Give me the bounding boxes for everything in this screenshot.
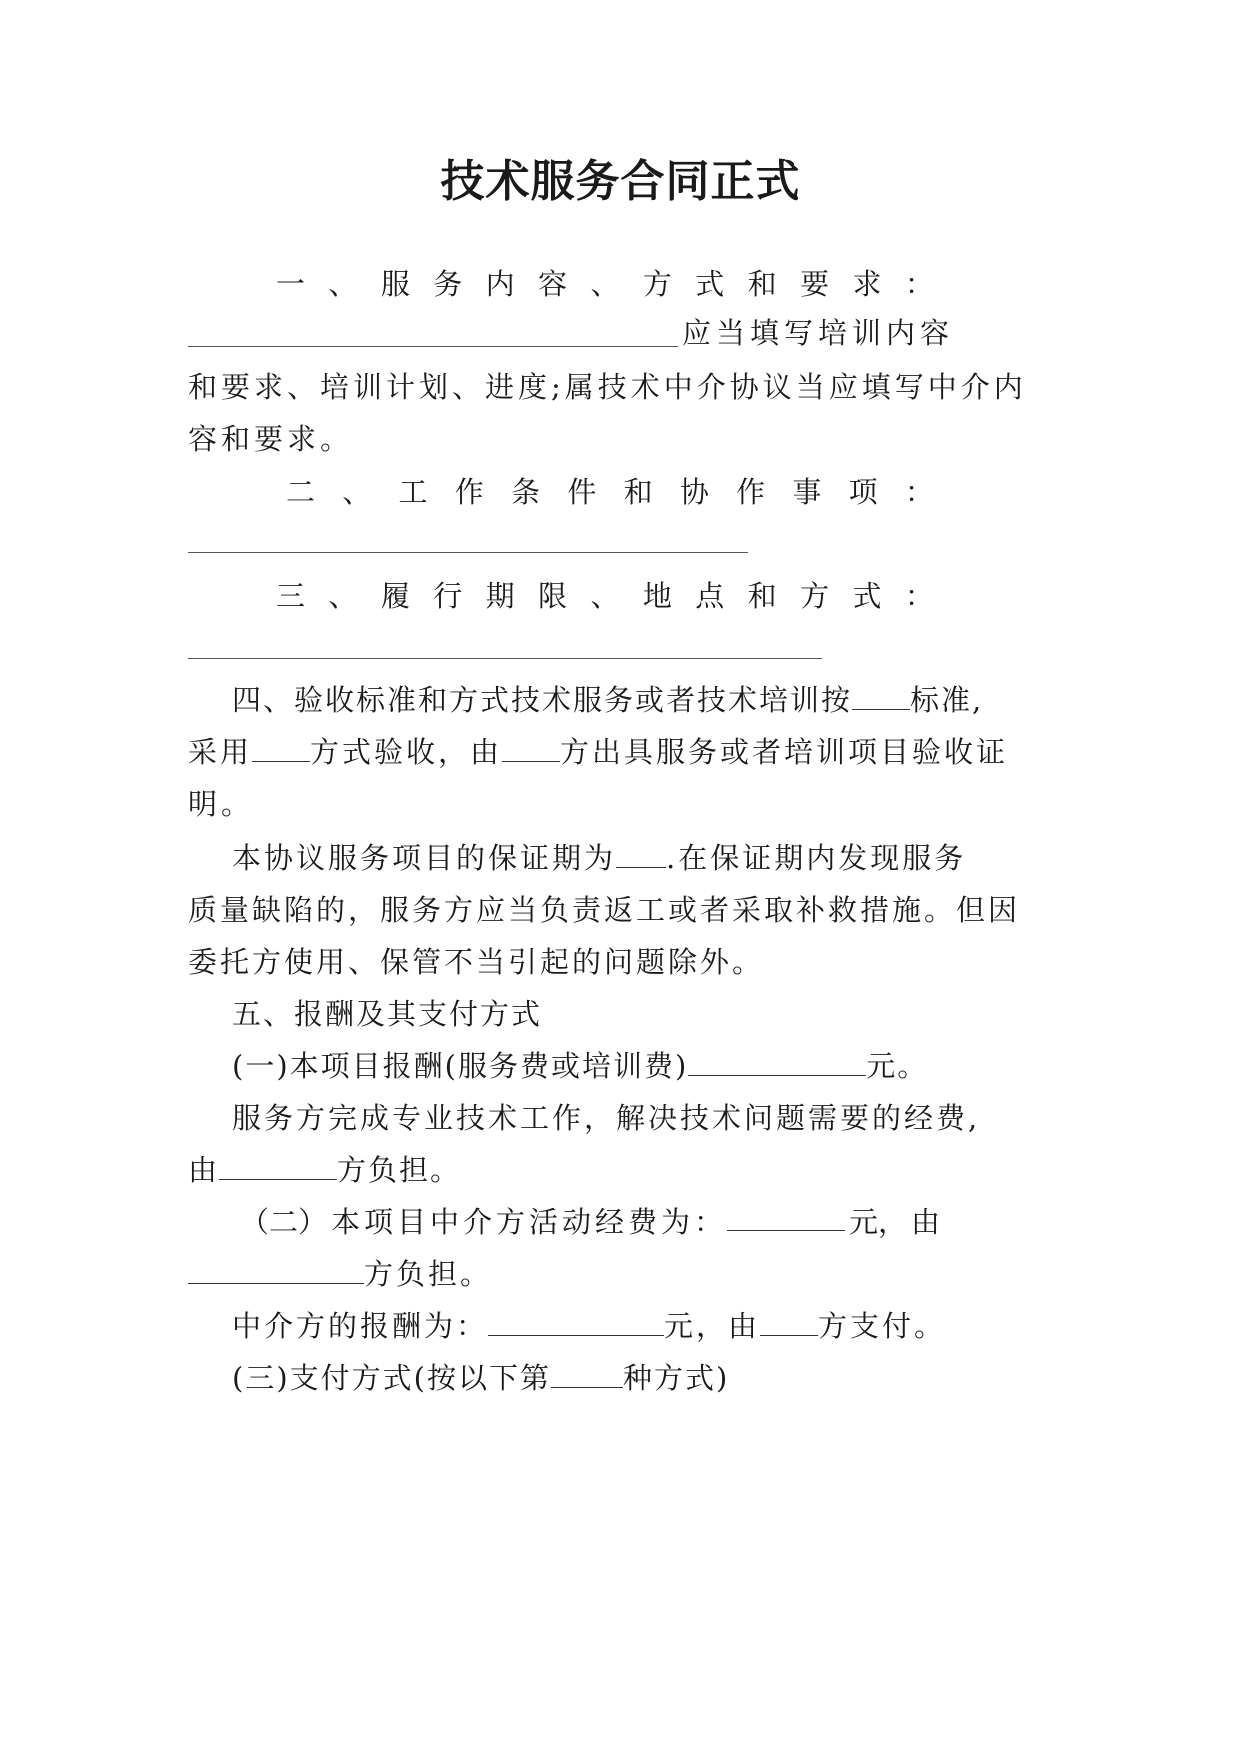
section5-cost-line1: 服务方完成专业技术工作，解决技术问题需要的经费, — [232, 1101, 981, 1135]
section5-agent-fee — [232, 1306, 1092, 1346]
item2-char: 本 — [331, 1205, 361, 1239]
payment-option-blank — [551, 1359, 623, 1388]
section3-heading-char: 、 — [590, 579, 620, 613]
section2-heading-char: 二 — [286, 475, 316, 509]
page-title: 技术服务合同正式 — [440, 156, 801, 207]
section1-heading-char: ： — [904, 267, 934, 301]
agent-text-b: 元，由 — [664, 1309, 761, 1343]
section5-item2 — [240, 1202, 940, 1242]
section5-heading: 五、报酬及其支付方式 — [232, 997, 543, 1031]
warranty-text-b: .在保证期内发现服务 — [666, 841, 967, 875]
agent-text-c: 方支付。 — [818, 1309, 947, 1343]
cost-party-blank — [219, 1151, 337, 1180]
section3-heading-char: 式 — [852, 579, 882, 613]
section2-heading-char: 项 — [848, 475, 878, 509]
fee-amount-blank — [688, 1047, 866, 1076]
section3-heading-char: 和 — [747, 579, 777, 613]
section2-heading-char: 和 — [623, 475, 653, 509]
section2-heading-char: 条 — [511, 475, 541, 509]
warranty-text-a: 本协议服务项目的保证期为 — [232, 841, 617, 875]
section1-line2: 应当填写培训内容 — [682, 316, 955, 350]
item2-char: 费 — [628, 1205, 658, 1239]
agent-fee-blank — [488, 1307, 664, 1336]
section4-line3: 明。 — [188, 787, 255, 821]
section3-heading-char: 、 — [328, 579, 358, 613]
section2-heading-char: 事 — [792, 475, 822, 509]
cost-text-b: 方负担。 — [337, 1153, 462, 1187]
section5-item2-line2 — [188, 1254, 1048, 1294]
standard-blank — [852, 681, 910, 710]
section2-blank-line — [188, 552, 748, 553]
section3-heading-char: 方 — [800, 579, 830, 613]
item2-char: 方 — [496, 1205, 526, 1239]
section1-heading-char: 服 — [380, 267, 410, 301]
section2-heading-char: 工 — [398, 475, 428, 509]
section4-text-c: 采用 — [188, 735, 253, 769]
section2-heading — [286, 472, 934, 512]
method-blank — [252, 733, 310, 762]
section1-heading-char: 式 — [695, 267, 725, 301]
section1-heading-char: 要 — [800, 267, 830, 301]
item2-amount-blank — [727, 1202, 845, 1231]
item3-text-a: (三)支付方式(按以下第 — [232, 1361, 551, 1395]
section4-text-d: 方式验收，由 — [310, 735, 503, 769]
section2-heading-char: 件 — [567, 475, 597, 509]
section3-blank-line — [188, 658, 822, 659]
item2-char: 动 — [562, 1205, 592, 1239]
agent-text-a: 中介方的报酬为： — [232, 1309, 489, 1343]
item2-char: 中 — [430, 1205, 460, 1239]
section4-line1 — [232, 680, 1092, 720]
section1-heading-char: 、 — [328, 267, 358, 301]
item1-text-a: (一)本项目报酬(服务费或培训费) — [232, 1049, 689, 1083]
item2-char: 项 — [364, 1205, 394, 1239]
section2-heading-char: ： — [904, 475, 934, 509]
warranty-line1 — [232, 838, 1092, 878]
section3-heading-char: 地 — [642, 579, 672, 613]
section2-heading-char: 作 — [454, 475, 484, 509]
section2-heading-char: 协 — [679, 475, 709, 509]
item2-char: ： — [694, 1205, 724, 1239]
section3-heading-char: 限 — [538, 579, 568, 613]
section1-heading-char: 求 — [852, 267, 882, 301]
section4-line2 — [188, 732, 1048, 772]
section1-line3: 和要求、培训计划、进度;属技术中介协议当应填写中介内 — [188, 370, 1027, 404]
item2-char: （二） — [240, 1205, 328, 1239]
section3-heading-char: 三 — [276, 579, 306, 613]
section5-item1 — [232, 1046, 1092, 1086]
warranty-period-blank — [616, 839, 666, 868]
section1-heading-char: 、 — [590, 267, 620, 301]
section1-line4: 容和要求。 — [188, 422, 354, 456]
section1-heading-char: 方 — [642, 267, 672, 301]
item2-char: 目 — [397, 1205, 427, 1239]
section1-heading-char: 内 — [485, 267, 515, 301]
section1-heading-char: 一 — [276, 267, 306, 301]
agent-payer-blank — [760, 1307, 818, 1336]
section3-heading — [276, 576, 934, 616]
item2-yuan: 元， — [848, 1205, 907, 1239]
section4-text-e: 方出具服务或者培训项目验收证 — [560, 735, 1009, 769]
section1-blank-line — [188, 346, 678, 347]
item2-char: 活 — [529, 1205, 559, 1239]
item2-text-l2: 方负担。 — [364, 1257, 493, 1291]
section2-heading-char: 作 — [736, 475, 766, 509]
issuer-blank — [502, 733, 560, 762]
warranty-line2: 质量缺陷的，服务方应当负责返工或者采取补救措施。但因 — [188, 893, 1021, 927]
section3-heading-char: 履 — [380, 579, 410, 613]
cost-text-a: 由 — [188, 1153, 220, 1187]
section1-heading — [276, 264, 934, 304]
item2-by: 由 — [910, 1205, 940, 1239]
item2-party-blank — [188, 1255, 364, 1284]
section4-text-a: 四、验收标准和方式技术服务或者技术培训按 — [232, 683, 853, 717]
item2-char: 经 — [595, 1205, 625, 1239]
item1-text-b: 元。 — [866, 1049, 929, 1083]
section3-heading-char: 行 — [433, 579, 463, 613]
section3-heading-char: ： — [904, 579, 934, 613]
section3-heading-char: 期 — [485, 579, 515, 613]
section2-heading-char: 、 — [342, 475, 372, 509]
item2-char: 为 — [661, 1205, 691, 1239]
item3-text-b: 种方式) — [622, 1361, 730, 1395]
section5-cost-line2 — [188, 1150, 1048, 1190]
item2-char: 介 — [463, 1205, 493, 1239]
section5-item3 — [232, 1358, 1092, 1398]
warranty-line3: 委托方使用、保管不当引起的问题除外。 — [188, 945, 765, 979]
section1-heading-char: 务 — [433, 267, 463, 301]
section4-text-b: 标准, — [910, 683, 984, 717]
section1-heading-char: 容 — [538, 267, 568, 301]
section3-heading-char: 点 — [695, 579, 725, 613]
section1-heading-char: 和 — [747, 267, 777, 301]
